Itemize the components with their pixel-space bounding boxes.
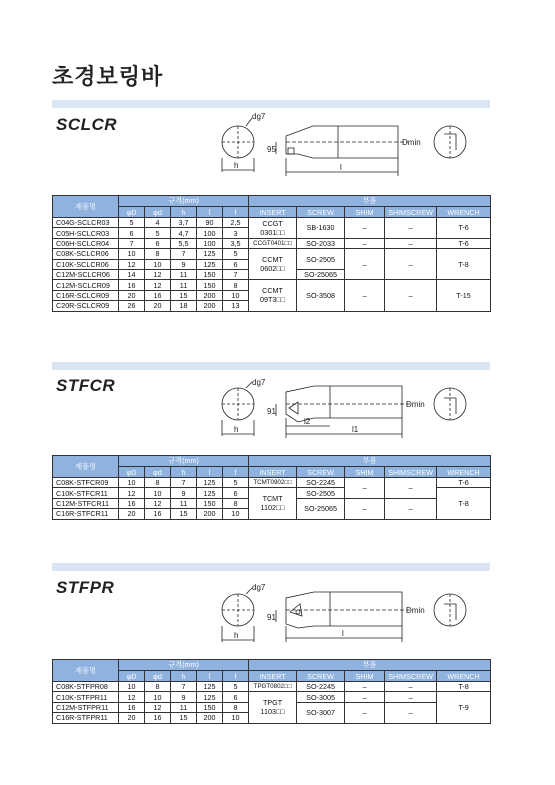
col-screw: SCREW (297, 207, 345, 218)
col-phid: φd (145, 207, 171, 218)
col-parts: 부품 (249, 456, 491, 467)
section-title-sclcr: SCLCR (56, 115, 118, 134)
col-parts: 부품 (249, 196, 491, 207)
page-title: 초경보링바 (52, 64, 164, 89)
label-h: h (234, 631, 239, 640)
col-shimscrew: SHIMSCREW (385, 207, 437, 218)
col-spec: 규격(mm) (119, 456, 249, 467)
table-row: C16R-SCLCR09 20 16 15 200 10 (53, 290, 491, 300)
table-row: C12M-STFCR11 16 12 11 150 8 SO-25065 – – (53, 498, 491, 508)
table-row: C08K-STFPR08 10 8 7 125 5 TPGT0802□□ SO-2245 – – T-8 (53, 682, 491, 692)
col-shim: SHIM (345, 207, 385, 218)
stfpr-tool-drawing (218, 582, 478, 648)
label-l: l (342, 629, 344, 638)
col-wrench: WRENCH (437, 207, 491, 218)
section-divider (52, 100, 490, 108)
table-row: C20R-SCLCR09 26 20 18 200 13 (53, 301, 491, 311)
col-spec: 규격(mm) (119, 660, 249, 671)
label-dmin: Dmin (406, 606, 425, 615)
table-row: C10K-STFCR11 12 10 9 125 6 TCMT 1102□□ SO-2505 T-8 (53, 488, 491, 498)
col-phiD: φD (119, 207, 145, 218)
label-dg7: dg7 (252, 583, 266, 592)
sclcr-tool-drawing (218, 112, 478, 184)
label-f91: 91 (267, 407, 276, 416)
col-product: 제품명 (53, 660, 119, 682)
table-row: C05H-SCLCR03 6 5 4,7 100 3 (53, 228, 491, 238)
col-product: 제품명 (53, 456, 119, 478)
table-row: C10K-SCLCR06 12 10 9 125 6 (53, 259, 491, 269)
col-h: h (171, 207, 197, 218)
label-f95: 95 (267, 145, 276, 154)
table-row: C08K-SCLCR06 10 8 7 125 5 CCMT 0602□□ SO-2505 – – T-8 (53, 249, 491, 259)
label-dmin: Dmin (402, 138, 421, 147)
stfpr-spec-table: 제품명 규격(mm) 부품 φD φd h l f INSERT SCREW SHIM SHIMSCREW WRENCH C08K-STFPR08 10 8 7 125 5 TPGT0802□□ SO-2245 – – T-8 C10K-STFPR11 12 10 9 125 6 TPGT 1103□□ SO-3005 – – T-9 C12M-STFPR11 16 12 11 150 8 SO-3007 – – C16R-STFPR11 20 16 15 200 10 (52, 659, 491, 724)
label-dg7: dg7 (252, 378, 266, 387)
section-divider (52, 563, 490, 571)
section-divider (52, 362, 490, 370)
table-row: C12M-SCLCR06 14 12 11 150 7 SO-25065 (53, 269, 491, 279)
table-row: C04G-SCLCR03 5 4 3,7 90 2,5 CCGT 0301□□ SB-1630 – – T-6 (53, 218, 491, 228)
section-title-stfcr: STFCR (56, 376, 116, 395)
table-row: C16R-STFPR11 20 16 15 200 10 (53, 713, 491, 723)
table-row: C16R-STFCR11 20 16 15 200 10 (53, 509, 491, 519)
table-row: C08K-STFCR09 10 8 7 125 5 TCMT0902□□ SO-2245 – – T-6 (53, 478, 491, 488)
col-spec: 규격(mm) (119, 196, 249, 207)
stfcr-spec-table: 제품명 규격(mm) 부품 φD φd h l f INSERT SCREW SHIM SHIMSCREW WRENCH C08K-STFCR09 10 8 7 125 5 TCMT0902□□ SO-2245 – – T-6 C10K-STFCR11 12 10 9 125 6 TCMT 1102□□ SO-2505 T-8 C12M-STFCR11 16 12 11 150 8 SO-25065 – – C16R-STFCR11 20 16 15 200 10 (52, 455, 491, 520)
label-dmin: Dmin (406, 400, 425, 409)
col-f: f (223, 207, 249, 218)
col-l: l (197, 207, 223, 218)
col-product: 제품명 (53, 196, 119, 218)
col-parts: 부품 (249, 660, 491, 671)
sclcr-spec-table (52, 195, 491, 312)
label-h: h (234, 161, 239, 170)
table-row: C06H-SCLCR04 7 6 5,5 100 3,5 CCGT0401□□ SO-2033 – – T-6 (53, 238, 491, 248)
section-title-stfpr: STFPR (56, 578, 115, 597)
label-h: h (234, 425, 239, 434)
label-l2: l2 (304, 417, 311, 426)
table-row: C12M-STFPR11 16 12 11 150 8 SO-3007 – – (53, 702, 491, 712)
stfcr-tool-drawing (218, 378, 478, 444)
table-row: C10K-STFPR11 12 10 9 125 6 TPGT 1103□□ SO-3005 – – T-9 (53, 692, 491, 702)
label-f91: 91 (267, 613, 276, 622)
col-insert: INSERT (249, 207, 297, 218)
label-dg7: dg7 (252, 112, 266, 121)
label-l1: l1 (352, 425, 359, 434)
label-l: l (340, 163, 342, 172)
table-row: C12M-SCLCR09 16 12 11 150 8 CCMT 09T3□□ SO-3508 – – T-15 (53, 280, 491, 290)
